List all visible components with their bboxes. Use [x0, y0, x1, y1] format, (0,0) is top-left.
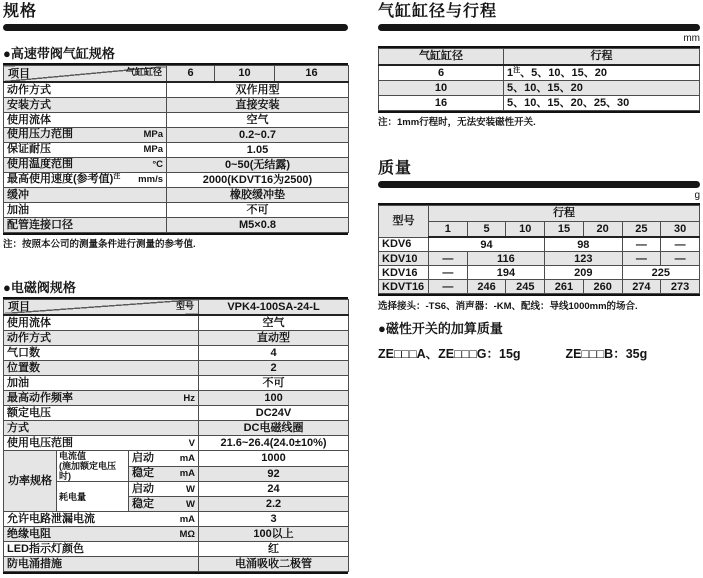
spec-label-text: 使用压力范围: [7, 128, 73, 140]
table-header-row: [4, 299, 349, 315]
table-row: [4, 97, 349, 112]
spec-label: [7, 528, 195, 541]
diag-label-right: 型号: [176, 300, 195, 311]
spec-label: [132, 498, 195, 511]
spec-label-cell: [4, 187, 167, 202]
mode-text: 稳定: [132, 467, 154, 480]
spec-label-cell: [4, 315, 199, 331]
spec-label-cell: [4, 376, 199, 391]
spec-value-cell: 1000: [199, 451, 349, 467]
mass-value-cell: 273: [661, 280, 700, 294]
g-unit-label: g: [694, 189, 700, 201]
spec-label-text: 绝缘电阻: [7, 527, 51, 540]
table-header-row: [379, 205, 700, 221]
model-column-header: 型号: [379, 205, 429, 237]
spec-value-cell: 橡胶缓冲垫: [167, 187, 349, 202]
spec-unit: MΩ: [179, 528, 196, 540]
spec-value-cell: 红: [199, 542, 349, 557]
spec-label-text: 额定电压: [7, 407, 51, 419]
mass-value-cell: 123: [545, 252, 622, 266]
switch-mass-heading: ●磁性开关的加算质量: [378, 321, 503, 336]
mm-unit-label: mm: [683, 33, 700, 44]
switch-mass-item-b: ZE□□□B：35g: [565, 347, 648, 361]
spec-label: [7, 332, 195, 344]
spec-value-cell: 3: [199, 512, 349, 527]
spec-label: [132, 483, 195, 496]
spec-label: [7, 114, 163, 126]
bore-column-header: 10: [215, 66, 275, 82]
spec-label-cell: [4, 217, 167, 232]
spec-label-text: 使用流体: [7, 317, 51, 329]
stroke-cell: 5、10、15、20、25、30: [504, 95, 700, 110]
stroke-column-header: 25: [622, 221, 661, 237]
spec-value-cell: 1.05: [167, 142, 349, 157]
mass-footnote: 选择接头：-TS6、消声器：-KM、配线：导线1000mm的场合.: [378, 301, 638, 312]
spec-value-cell: 电涌吸收二极管: [199, 557, 349, 572]
spec-label: [7, 392, 195, 405]
power-sub-cell: 耗电量: [57, 482, 129, 512]
bore-cell: 6: [379, 65, 504, 81]
stroke-column-header: 1: [429, 221, 468, 237]
power-mode-cell: [129, 497, 199, 512]
table-row: [379, 280, 700, 294]
spec-label: [7, 513, 195, 526]
spec-value-cell: 100: [199, 391, 349, 406]
spec-value-cell: 24: [199, 482, 349, 497]
page-title-spec: 规格: [3, 3, 38, 20]
section-divider-bar: [3, 24, 348, 31]
diag-label-left: 项目: [8, 301, 30, 313]
spec-label-text: 允许电路泄漏电流: [7, 512, 95, 525]
table-row: [4, 421, 349, 436]
valve-spec-table: [3, 299, 349, 573]
spec-value-cell: 0~50(无结露): [167, 157, 349, 172]
stroke-group-header: 行程: [429, 205, 700, 221]
mass-value-cell: 260: [583, 280, 622, 294]
table-row: [4, 391, 349, 406]
spec-label: [7, 99, 163, 111]
spec-label: [7, 437, 195, 450]
spec-label-text: 使用温度范围: [7, 158, 73, 170]
table-row: [379, 252, 700, 266]
table-row: [379, 65, 700, 81]
spec-label-text: 防电涌措施: [7, 558, 62, 570]
spec-value-cell: 双作用型: [167, 82, 349, 98]
spec-unit: mA: [179, 452, 196, 464]
spec-label-cell: [4, 557, 199, 572]
spec-unit: mm/s: [138, 174, 163, 185]
spec-label-text: 动作方式: [7, 332, 51, 344]
table-row: [379, 95, 700, 110]
table-row: [4, 127, 349, 142]
bore-stroke-table-wrap: [378, 46, 700, 113]
note-superscript: 注: [513, 66, 521, 74]
spec-label-text: 配管连接口径: [7, 218, 73, 231]
table-row: [379, 237, 700, 252]
bore-stroke-table: [378, 48, 700, 111]
column-header: 气缸缸径: [379, 49, 504, 65]
spec-label-text: 保证耐压: [7, 143, 51, 155]
table-row: [4, 142, 349, 157]
spec-unit: mA: [179, 468, 196, 480]
mass-title: 质量: [378, 159, 413, 177]
spec-label-cell: [4, 97, 167, 112]
model-cell: KDVT16: [379, 280, 429, 294]
mode-text: 启动: [132, 451, 154, 464]
cyl-spec-heading: ●高速带阀气缸规格: [3, 46, 115, 61]
spec-value-cell: 空气: [167, 112, 349, 127]
table-row: [4, 187, 349, 202]
cyl-spec-note: 注：按照本公司的测量条件进行测量的参考值.: [3, 238, 196, 250]
spec-label-text: 加油: [7, 377, 29, 389]
table-row: [4, 112, 349, 127]
spec-label-cell: [4, 172, 167, 187]
switch-mass-values: [378, 344, 700, 362]
cyl-spec-table-wrap: [3, 63, 348, 235]
mass-value-cell: —: [661, 252, 700, 266]
mass-value-cell: —: [622, 252, 661, 266]
table-row: [4, 331, 349, 346]
spec-label: [7, 189, 163, 201]
spec-label-text: 加油: [7, 203, 29, 216]
spec-label-cell: [4, 331, 199, 346]
spec-label: [7, 558, 195, 570]
spec-label: [7, 204, 163, 216]
spec-value-cell: 直动型: [199, 331, 349, 346]
table-header-row: [4, 66, 349, 82]
mass-value-cell: 98: [545, 237, 622, 252]
spec-label: [7, 407, 195, 419]
spec-label-cell: [4, 202, 167, 217]
spec-unit: mA: [179, 513, 196, 525]
mass-value-cell: 274: [622, 280, 661, 294]
note-superscript: 注: [113, 173, 121, 180]
stroke-column-header: 20: [583, 221, 622, 237]
bore-cell: 10: [379, 80, 504, 95]
mass-value-cell: 245: [506, 280, 545, 294]
table-row: [379, 80, 700, 95]
spec-label-cell: [4, 361, 199, 376]
model-cell: KDV6: [379, 237, 429, 252]
spec-label-text: 最高动作频率: [7, 391, 73, 404]
spec-label-text: 气口数: [7, 347, 40, 359]
switch-mass-item-a-g: ZE□□□A、ZE□□□G：15g: [378, 347, 521, 361]
valve-spec-heading: ●电磁阀规格: [3, 279, 76, 295]
spec-value-cell: 不可: [199, 376, 349, 391]
mass-value-cell: 246: [467, 280, 506, 294]
spec-label: [7, 84, 163, 96]
table-row: [4, 217, 349, 232]
spec-label-text: 缓冲: [7, 188, 29, 201]
table-row: [4, 542, 349, 557]
spec-unit: Hz: [183, 392, 196, 404]
spec-label: [7, 362, 195, 374]
left-column: [3, 0, 348, 574]
table-row: [4, 202, 349, 217]
diag-label-right: 气缸缸径: [125, 67, 162, 77]
spec-label: [7, 219, 163, 231]
spec-label: [132, 467, 195, 480]
mass-value-cell: 94: [429, 237, 545, 252]
cyl-spec-table: [3, 65, 349, 233]
spec-unit: W: [186, 498, 196, 510]
spec-value-cell: 空气: [199, 315, 349, 331]
spec-value-cell: 2: [199, 361, 349, 376]
spec-unit: MPa: [143, 144, 163, 155]
mass-value-cell: 116: [467, 252, 544, 266]
valve-spec-table-wrap: [3, 297, 348, 575]
spec-unit: °C: [152, 159, 163, 170]
bore-column-header: 16: [275, 66, 349, 82]
mass-value-cell: 261: [545, 280, 584, 294]
power-mode-cell: [129, 466, 199, 482]
spec-label-text: 安装方式: [7, 98, 51, 111]
spec-label-cell: [4, 436, 199, 451]
diag-header-cell: [4, 66, 167, 82]
column-header: 行程: [504, 49, 700, 65]
table-row: [4, 82, 349, 98]
stroke-column-header: 15: [545, 221, 584, 237]
spec-value-cell: 0.2~0.7: [167, 127, 349, 142]
section-divider-bar: [378, 181, 700, 188]
diag-header-cell: [4, 299, 199, 315]
section-divider-bar: [378, 24, 700, 31]
spec-label: [7, 317, 195, 329]
spec-label-cell: [4, 127, 167, 142]
stroke-cell: 1$^注$、5、10、15、20: [504, 65, 700, 81]
stroke-column-header: 10: [506, 221, 545, 237]
spec-value-cell: 4: [199, 346, 349, 361]
table-row: [4, 451, 349, 467]
spec-unit: V: [188, 437, 196, 449]
table-row: [379, 266, 700, 280]
table-row: [4, 157, 349, 172]
spec-label-cell: [4, 112, 167, 127]
mass-value-cell: —: [429, 266, 468, 280]
mass-value-cell: —: [429, 252, 468, 266]
stroke-cell: 5、10、15、20: [504, 80, 700, 95]
spec-label: [7, 543, 195, 555]
right-column: [378, 0, 700, 362]
spec-value-cell: DC24V: [199, 406, 349, 421]
spec-label: [7, 128, 163, 141]
spec-label-cell: [4, 142, 167, 157]
bore-stroke-title: 气缸缸径与行程: [378, 3, 498, 20]
spec-value-cell: M5×0.8: [167, 217, 349, 232]
table-row: [4, 512, 349, 527]
stroke-column-header: 5: [467, 221, 506, 237]
spec-unit: MPa: [143, 129, 163, 140]
stroke-column-header: 30: [661, 221, 700, 237]
spec-label: [7, 173, 163, 186]
diag-label-left: 项目: [8, 67, 30, 80]
spec-label-cell: [4, 421, 199, 436]
spec-label: [7, 422, 195, 434]
spec-label-cell: [4, 391, 199, 406]
mass-table-wrap: [378, 203, 700, 297]
spec-label-text: 位置数: [7, 362, 40, 374]
spec-label-cell: [4, 346, 199, 361]
spec-label-text: 方式: [7, 422, 29, 434]
table-row: [4, 361, 349, 376]
spec-value-cell: 2.2: [199, 497, 349, 512]
spec-label: [7, 347, 195, 359]
spec-label-cell: [4, 527, 199, 542]
spec-label-cell: [4, 542, 199, 557]
table-row: [4, 376, 349, 391]
mass-table: [378, 205, 700, 295]
spec-unit: W: [186, 483, 196, 495]
spec-label: [132, 452, 195, 465]
spec-label: [7, 158, 163, 171]
power-mode-cell: [129, 451, 199, 467]
model-header-cell: VPK4-100SA-24-L: [199, 299, 349, 315]
mode-text: 稳定: [132, 497, 154, 510]
spec-label-cell: [4, 157, 167, 172]
spec-label-cell: [4, 512, 199, 527]
mass-value-cell: —: [429, 280, 468, 294]
spec-value-cell: 21.6~26.4(24.0±10%): [199, 436, 349, 451]
spec-label-text: 最高使用速度(参考值)$^注$: [7, 173, 121, 185]
spec-label-text: 动作方式: [7, 83, 51, 96]
power-mode-cell: [129, 482, 199, 497]
spec-label: [7, 377, 195, 389]
table-header-row: [379, 49, 700, 65]
spec-label-text: 使用流体: [7, 113, 51, 126]
table-row: [4, 406, 349, 421]
spec-label: [7, 143, 163, 156]
mass-value-cell: —: [661, 237, 700, 252]
spec-value-cell: 直接安装: [167, 97, 349, 112]
spec-value-cell: DC电磁线圈: [199, 421, 349, 436]
spec-value-cell: 不可: [167, 202, 349, 217]
mass-value-cell: —: [622, 237, 661, 252]
spec-value-cell: 100以上: [199, 527, 349, 542]
model-cell: KDV10: [379, 252, 429, 266]
power-group-cell: 功率规格: [4, 451, 57, 512]
bore-stroke-note: 注：1mm行程时，无法安装磁性开关.: [378, 116, 536, 128]
table-row: [4, 315, 349, 331]
mass-value-cell: 225: [622, 266, 699, 280]
spec-label-cell: [4, 82, 167, 98]
bore-column-header: 6: [167, 66, 215, 82]
table-row: [4, 527, 349, 542]
bore-cell: 16: [379, 95, 504, 110]
table-row: [4, 172, 349, 187]
spec-value-cell: 2000(KDVT16为2500): [167, 172, 349, 187]
table-row: [4, 557, 349, 572]
mode-text: 启动: [132, 482, 154, 495]
model-cell: KDV16: [379, 266, 429, 280]
mass-value-cell: 194: [467, 266, 544, 280]
power-sub-cell: 电流值 (施加额定电压时): [57, 451, 129, 482]
table-row: [4, 346, 349, 361]
mass-value-cell: 209: [545, 266, 622, 280]
spec-label-cell: [4, 406, 199, 421]
table-row: [4, 436, 349, 451]
spec-value-cell: 92: [199, 466, 349, 482]
spec-label-text: LED指示灯颜色: [7, 543, 84, 555]
spec-label-text: 使用电压范围: [7, 436, 73, 449]
